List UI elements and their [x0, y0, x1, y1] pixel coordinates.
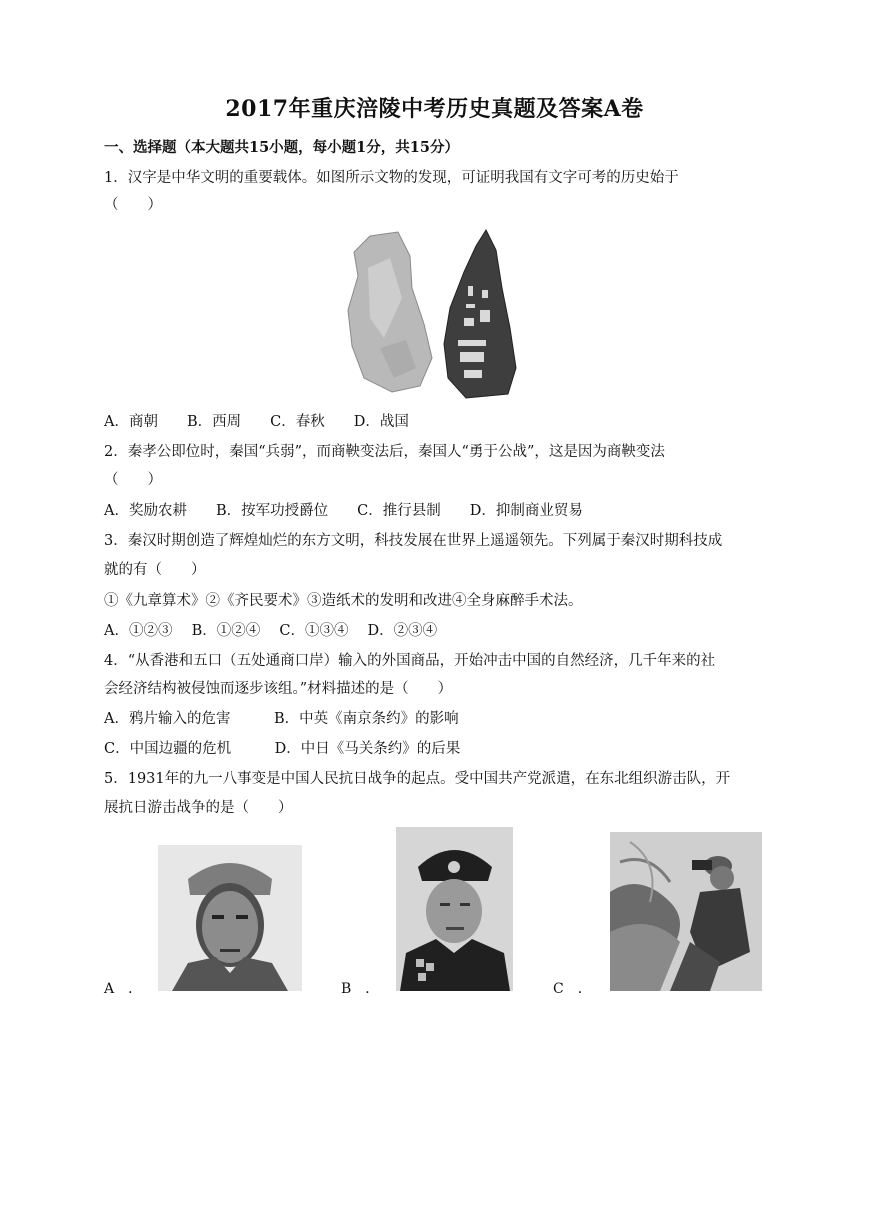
q1-stem-line-1: 1．汉字是中华文明的重要载体。如图所示文物的发现，可证明我国有文字可考的历史始于 [104, 170, 679, 186]
q5-stem-line-2: 展抗日游击战争的是（ ） [104, 800, 293, 816]
q2-stem-line-1: 2．秦孝公即位时，秦国“兵弱”，而商鞅变法后，秦国人“勇于公战”，这是因为商鞅变法 [104, 444, 665, 460]
section-heading: 一、选择题（本大题共15小题，每小题1分，共15分） [104, 139, 459, 156]
portrait-a-image [158, 845, 302, 991]
q1-stem-line-2: （ ） [104, 197, 162, 213]
q2-options: A．奖励农耕 B．按军功授爵位 C．推行县制 D．抑制商业贸易 [104, 503, 583, 519]
field-photo-c-image [610, 832, 762, 991]
document-title: 2017年重庆涪陵中考历史真题及答案A卷 [225, 96, 644, 122]
oracle-bone-image [340, 228, 525, 400]
q5-stem-line-1: 5．1931年的九一八事变是中国人民抗日战争的起点。受中国共产党派遣，在东北组织游击队，开 [104, 771, 731, 787]
q4-stem-line-2: 会经济结构被侵蚀而逐步该组。”材料描述的是（ ） [104, 681, 453, 697]
q3-stem-line-1: 3．秦汉时期创造了辉煌灿烂的东方文明，科技发展在世界上遥遥领先。下列属于秦汉时期科技成 [104, 533, 723, 549]
q4-options-line-1: A．鸦片输入的危害 B．中英《南京条约》的影响 [104, 711, 459, 727]
q3-options: A．①②③ B．①②④ C．①③④ D．②③④ [104, 623, 438, 639]
q3-stem-line-2: 就的有（ ） [104, 562, 206, 578]
q3-extra-line: ①《九章算术》②《齐民要术》③造纸术的发明和改进④全身麻醉手术法。 [104, 593, 583, 609]
q1-options: A．商朝 B．西周 C．春秋 D．战国 [104, 414, 409, 430]
q5-option-a-label: A ． [104, 981, 143, 997]
q5-option-b-label: B ． [341, 981, 380, 997]
q5-option-c-label: C ． [553, 981, 592, 997]
q4-options-line-2: C．中国边疆的危机 D．中日《马关条约》的后果 [104, 741, 461, 757]
q2-stem-line-2: （ ） [104, 472, 162, 488]
portrait-b-image [396, 827, 513, 991]
q4-stem-line-1: 4．“从香港和五口（五处通商口岸）输入的外国商品，开始冲击中国的自然经济，几千年来的社 [104, 653, 716, 669]
